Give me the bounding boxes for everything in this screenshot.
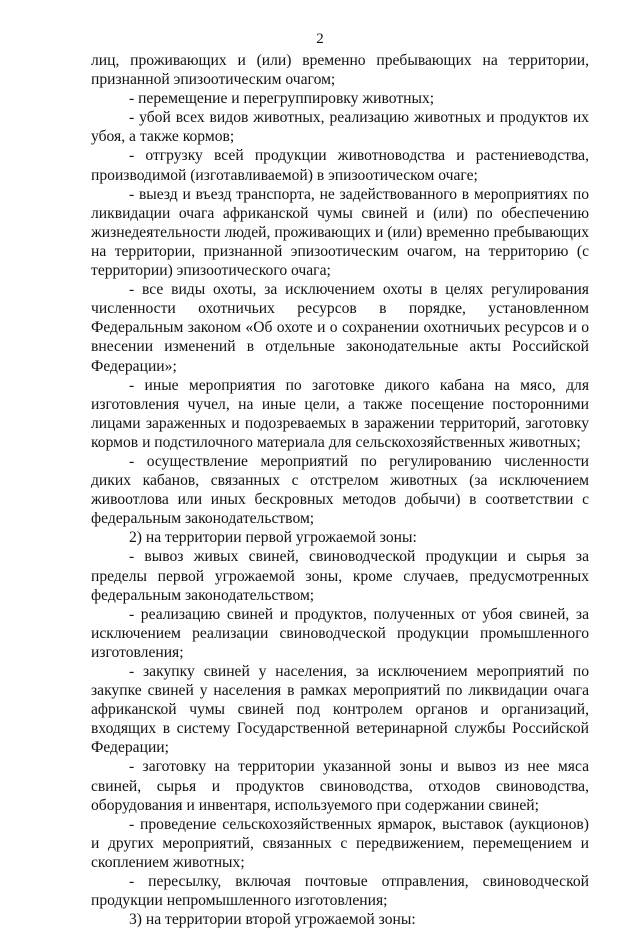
list-item-mailing: - пересылку, включая почтовые отправления, свиноводческой продукции непромышленного изготовления; (91, 873, 589, 910)
list-item-fairs: - проведение сельскохозяйственных ярмарок, выставок (аукционов) и других мероприятий, связанных с передвижением, перемещением и скоплением животных; (91, 815, 589, 871)
document-body (91, 51, 589, 929)
paragraph-continuation: лиц, проживающих и (или) временно пребывающих на территории, признанной эпизоотическим очагом; (91, 52, 589, 89)
section-heading-first-zone: 2) на территории первой угрожаемой зоны: (129, 529, 417, 547)
section-heading-second-zone: 3) на территории второй угрожаемой зоны: (129, 911, 416, 929)
list-item-shipment: - отгрузку всей продукции животноводства и растениеводства, производимой (изготавливаемой) в эпизоотическом очаге; (91, 147, 589, 184)
list-item-regrouping: - перемещение и перегруппировку животных; (129, 90, 435, 108)
list-item-slaughter: - убой всех видов животных, реализацию животных и продуктов их убоя, а также кормов; (91, 109, 589, 146)
list-item-boar-culling: - осуществление мероприятий по регулированию численности диких кабанов, связанных с отстрелом животных (за исключением живоотлова или иных бескровных методов добычи) в соответствии с федеральным законодательством; (91, 452, 589, 528)
page-number: 2 (316, 31, 324, 47)
list-item-hunting: - все виды охоты, за исключением охоты в целях регулирования численности охотничьих ресурсов в порядке, установленном Федеральным законом «Об охоте и о сохранении охотничьих ресурсов и о внесении изменений в отдельные законодательные акты Российской Федерации»; (91, 281, 589, 375)
list-item-purchase: - закупку свиней у населения, за исключением мероприятий по закупке свиней у населения в рамках мероприятий по ликвидации очага африканской чумы свиней под контролем органов и организаций, входящих в систему Государственной ветеринарной службы Российской Федерации; (91, 663, 589, 757)
list-item-sale: - реализацию свиней и продуктов, полученных от убоя свиней, за исключением реализации свиноводческой продукции промышленного изготовления; (91, 605, 589, 661)
list-item-export: - вывоз живых свиней, свиноводческой продукции и сырья за пределы первой угрожаемой зоны, кроме случаев, предусмотренных федеральным законодательством; (91, 548, 589, 604)
list-item-procurement: - заготовку на территории указанной зоны и вывоз из нее мяса свиней, сырья и продуктов свиноводства, отходов свиноводства, оборудования и инвентаря, используемого при содержании свиней; (91, 758, 589, 814)
list-item-transport: - выезд и въезд транспорта, не задействованного в мероприятиях по ликвидации очага африканской чумы свиней и (или) по обеспечению жизнедеятельности людей, проживающих и (или) временно пребывающих на территории, признанной эпизоотическим очагом, на территорию (с территории) эпизоотического очага; (91, 185, 589, 280)
list-item-boar-harvest: - иные мероприятия по заготовке дикого кабана на мясо, для изготовления чучел, на иные цели, а также посещение посторонними лицами зараженных и подозреваемых в заражении территорий, заготовку кормов и подстилочного материала для сельскохозяйственных животных; (91, 376, 589, 451)
